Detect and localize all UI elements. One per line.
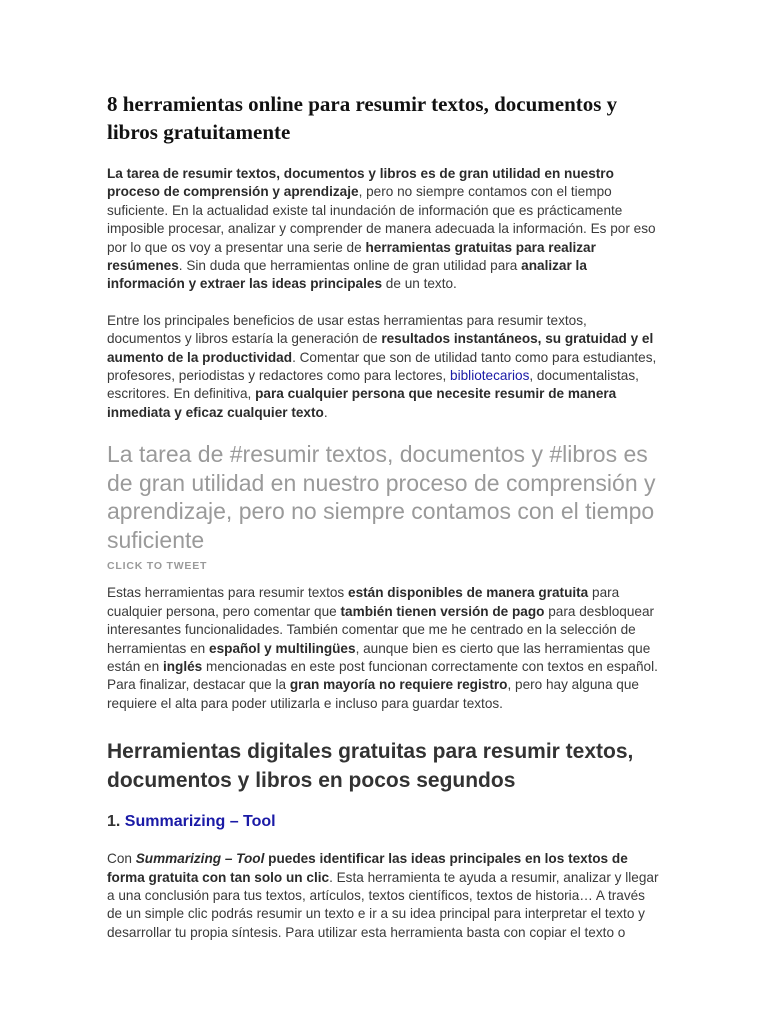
availability-text-5: mencionadas en este post funcionan correctamente con textos en español. Para finalizar, destacar que la (107, 658, 658, 693)
intro-bold-2: herramientas gratuitas para realizar resúmenes (107, 239, 596, 274)
section-heading: Herramientas digitales gratuitas para resumir textos, documentos y libros en pocos segundos (107, 740, 634, 793)
availability-text-4: , aunque bien es cierto que las herramientas que están en (107, 640, 651, 674)
availability-text-2: para cualquier persona, pero comentar que (107, 585, 620, 619)
tool-1-italic-name: Summarizing – Tool (135, 851, 265, 867)
article (107, 90, 661, 960)
tool-1-text-2: . Esta herramienta te ayuda a resumir, analizar y llegar a una conclusión para tus textos, artículos, textos científicos, textos de historia… A través de un simple clic podrás resumir un texto e ir a su idea principal para interpretar el texto y desarrollar tu propia síntesis. Para utilizar esta herramienta basta con copiar el texto o (107, 869, 659, 940)
click-to-tweet-quote[interactable]: La tarea de #resumir textos, documentos y #libros es de gran utilidad en nuestro proceso de comprensión y aprendizaje, pero no siempre contamos con el tiempo suficiente (107, 441, 656, 553)
tool-1-text-1: Con (107, 851, 136, 867)
intro-bold-3: analizar la información y extraer las ideas principales (107, 258, 587, 292)
availability-bold-1: están disponibles de manera gratuita (348, 585, 589, 601)
intro-text-3: de un texto. (382, 276, 457, 292)
tool-1-number: 1. (107, 813, 125, 831)
availability-bold-5: gran mayoría no requiere registro (289, 677, 508, 693)
benefits-text-4: . (323, 404, 328, 420)
benefits-text-1: Entre los principales beneficios de usar estas herramientas para resumir textos, documentos y libros estaría la generación de (107, 312, 587, 347)
availability-bold-4: inglés (162, 658, 203, 674)
benefits-text-2: . Comentar que son de utilidad tanto como para estudiantes, profesores, periodistas y redactores como para lectores, (107, 349, 657, 384)
benefits-bold-2: para cualquier persona que necesite resumir de manera inmediata y eficaz cualquier texto (107, 386, 617, 420)
benefits-text-3: , documentalistas, escritores. En definitiva, (107, 368, 639, 402)
intro-bold-1: La tarea de resumir textos, documentos y libros es de gran utilidad en nuestro proceso de comprensión y aprendizaje (107, 166, 614, 200)
tool-1-link[interactable]: Summarizing – Tool (124, 813, 276, 831)
availability-bold-2: también tienen versión de pago (340, 603, 545, 619)
availability-paragraph (107, 584, 661, 713)
availability-text-3: para desbloquear interesantes funcionalidades. También comentar que me he centrado en la selección de herramientas en (107, 603, 655, 656)
page-title: 8 herramientas online para resumir textos, documentos y libros gratuitamente (107, 92, 618, 144)
bibliotecarios-link[interactable]: bibliotecarios (450, 368, 530, 384)
intro-text-1: , pero no siempre contamos con el tiempo suficiente. En la actualidad existe tal inundación de información que es prácticamente imposible procesar, analizar y comprender de manera adecuada la información. Es por eso por lo que os voy a presentar una serie de (107, 184, 656, 255)
tool-1-bold-text: puedes identificar las ideas principales en los textos de forma gratuita con tan solo un clic (107, 851, 628, 885)
availability-text-1: Estas herramientas para resumir textos (107, 585, 349, 601)
tool-1-paragraph (107, 850, 661, 942)
availability-text-6: , pero hay alguna que requiere el alta para poder utilizarla e incluso para guardar textos. (107, 677, 639, 711)
availability-bold-3: español y multilingües (209, 640, 356, 656)
intro-paragraph (107, 165, 661, 294)
intro-text-2: . Sin duda que herramientas online de gran utilidad para (178, 258, 522, 274)
benefits-bold-1: resultados instantáneos, su gratuidad y el aumento de la productividad (107, 331, 654, 365)
benefits-paragraph (107, 312, 661, 422)
click-to-tweet-link[interactable]: CLICK TO TWEET (107, 560, 208, 573)
tool-1-heading (107, 811, 661, 833)
